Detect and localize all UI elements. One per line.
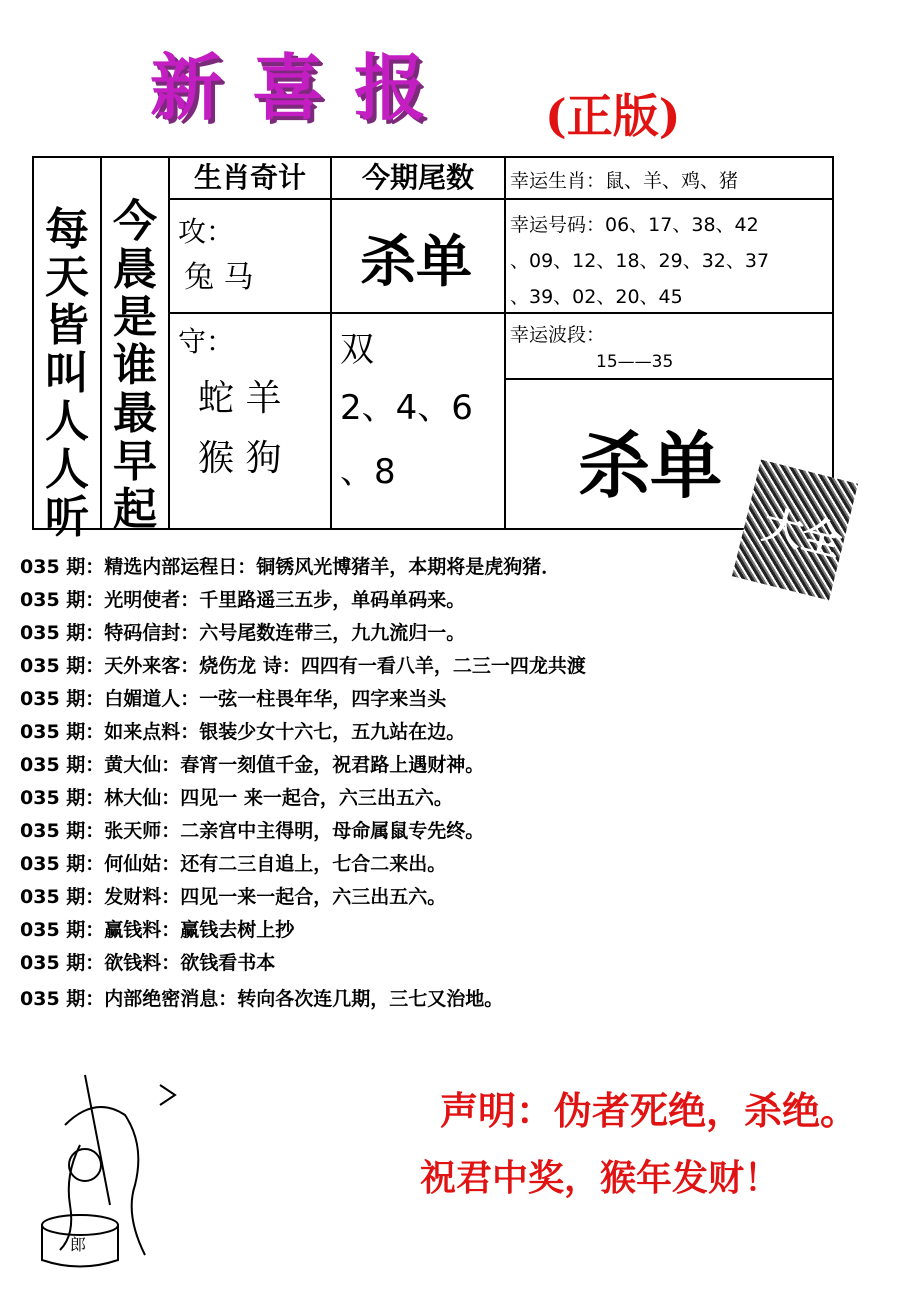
left-column-1 — [32, 156, 102, 543]
lucky-numbers-cell — [504, 198, 834, 314]
edition-label: (正版) — [545, 89, 681, 143]
list-item: 035 期：如来点料：银装少女十六七，五九站在边。 — [20, 721, 466, 743]
tail-pair-cell — [330, 312, 506, 530]
pair-label: 双 — [340, 330, 374, 370]
figure-illustration — [25, 1065, 190, 1270]
lucky-numbers-3: 、39、02、20、45 — [510, 286, 683, 308]
pair-row-2: 、8 — [340, 452, 396, 492]
list-item: 035 期：天外来客：烧伤龙 诗：四四有一看八羊，二三一四龙共渡 — [20, 655, 586, 677]
list-item: 035 期：白媚道人：一弦一柱畏年华，四字来当头 — [20, 688, 447, 710]
list-item: 035 期：林大仙：四见一 来一起合，六三出五六。 — [20, 787, 453, 809]
lucky-zodiac-cell — [504, 156, 834, 200]
lucky-zodiac: 幸运生肖：鼠、羊、鸡、猪 — [510, 170, 739, 192]
zodiac-header: 生肖奇计 — [168, 156, 332, 200]
pair-row-1: 2、4、6 — [340, 388, 473, 428]
lucky-wave-cell — [504, 312, 834, 380]
disclaimer: 声明：伪者死绝，杀绝。 — [440, 1088, 859, 1133]
defend-row-2: 猴 狗 — [198, 438, 282, 479]
tail-kill-cell — [330, 198, 506, 314]
slogan-1: 每天皆叫人人听 — [45, 204, 89, 543]
list-item: 035 期：何仙姑：还有二三自追上，七合二来出。 — [20, 853, 447, 875]
svg-text:郎: 郎 — [70, 1235, 87, 1254]
zodiac-defend-cell — [168, 312, 332, 530]
list-item: 035 期：发财料：四见一来一起合，六三出五六。 — [20, 886, 447, 908]
list-item: 035 期：光明使者：千里路遥三五步，单码单码来。 — [20, 589, 466, 611]
blessing: 祝君中奖，猴年发财！ — [420, 1157, 781, 1199]
slogan-2: 今晨是谁最早起 — [113, 196, 157, 535]
attack-label: 攻： — [178, 215, 235, 248]
lucky-numbers-1: 幸运号码：06、17、38、42 — [510, 214, 759, 236]
list-item: 035 期：赢钱料：赢钱去树上抄 — [20, 919, 295, 941]
page-title: 新喜报 — [150, 45, 457, 130]
list-item: 035 期：欲钱料：欲钱看书本 — [20, 952, 276, 974]
list-item: 035 期：特码信封：六号尾数连带三，九九流归一。 — [20, 622, 466, 644]
list-item: 035 期：黄大仙：春宵一刻值千金，祝君路上遇财神。 — [20, 754, 485, 776]
tail-header: 今期尾数 — [330, 156, 506, 200]
seal-stamp: 大全 — [732, 460, 858, 601]
tail-kill: 杀单 — [360, 229, 472, 295]
list-item: 035 期：精选内部运程日：铜锈风光博猪羊，本期将是虎狗猪． — [20, 556, 561, 578]
lucky-kill: 杀单 — [578, 423, 723, 508]
defend-row-1: 蛇 羊 — [198, 378, 282, 419]
lucky-numbers-2: 、09、12、18、29、32、37 — [510, 250, 770, 272]
wave-label: 幸运波段： — [510, 324, 606, 346]
attack-value: 兔 马 — [184, 260, 254, 295]
wave-value: 15——35 — [596, 352, 674, 372]
defend-label: 守： — [178, 325, 235, 358]
list-item: 035 期：内部绝密消息：转向各次连几期，三七又治地。 — [20, 988, 504, 1010]
list-item: 035 期：张天师：二亲宫中主得明，母命属鼠专先终。 — [20, 820, 485, 842]
zodiac-attack-cell — [168, 198, 332, 314]
left-column-2 — [100, 156, 170, 535]
